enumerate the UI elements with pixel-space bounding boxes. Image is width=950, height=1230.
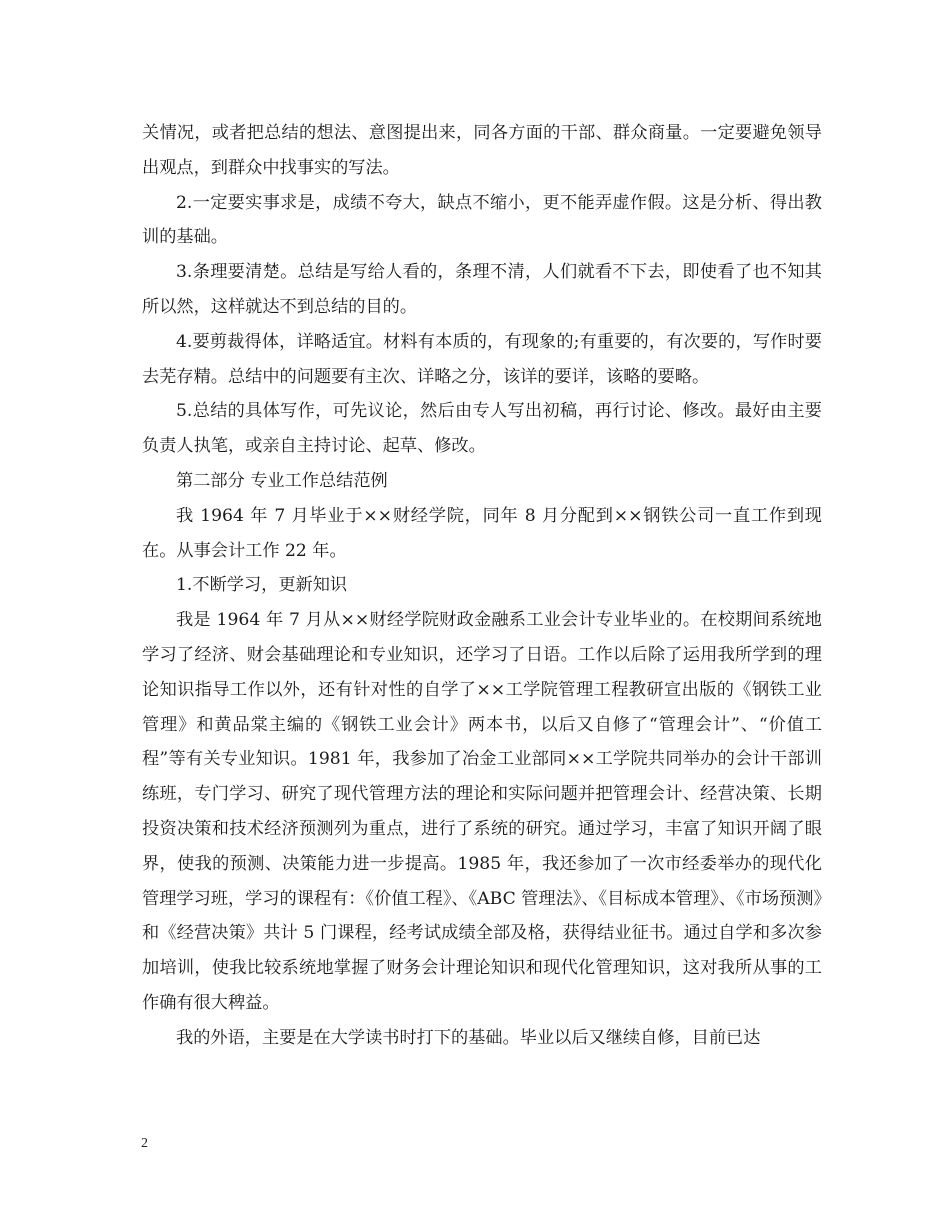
paragraph: 2.一定要实事求是，成绩不夸大，缺点不缩小，更不能弄虚作假。这是分析、得出教训的基础。 [142,192,822,248]
page-number: 2 [141,1136,148,1151]
paragraph: 第二部分 专业工作总结范例 [176,470,388,491]
paragraph: 1.不断学习，更新知识 [176,575,348,596]
paragraph: 我是 1964 年 7 月从××财经学院财政金融系工业会计专业毕业的。在校期间系统地学习了经济、财会基础理论和专业知识，还学习了日语。工作以后除了运用我所学到的理论知识指导工作以外，还有针对性的自学了××工学院管理工程教研宣出版的《钢铁工业管理》和黄品棠主编的《钢铁工业会计》两本书，以后又自修了“管理会计”、“价值工程”等有关专业知识。1981 年，我参加了冶金工业部同××工学院共同举办的会计干部训练班，专门学习、研究了现代管理方法的理论和实际问题并把管理会计、经营决策、长期投资决策和技术经济预测列为重点，进行了系统的研究。通过学习，丰富了知识开阔了眼界，使我的预测、决策能力进一步提高。1985 年，我还参加了一次市经委举办的现代化管理学习班，学习的课程有：《价值工程》、《ABC 管理法》、《目标成本管理》、《市场预测》和《经营决策》共计 5 门课程，经考试成绩全部及格，获得结业征书。通过自学和多次参加培训，使我比较系统地掌握了财务会计理论知识和现代化管理知识，这对我所从事的工作确有很大稗益。 [142,610,822,1013]
paragraph: 5.总结的具体写作，可先议论，然后由专人写出初稿，再行讨论、修改。最好由主要负责人执笔，或亲自主持讨论、起草、修改。 [142,401,822,457]
paragraph: 3.条理要清楚。总结是写给人看的，条理不清，人们就看不下去，即使看了也不知其所以然，这样就达不到总结的目的。 [142,262,822,317]
paragraph: 我 1964 年 7 月毕业于××财经学院，同年 8 月分配到××钢铁公司一直工作到现在。从事会计工作 22 年。 [142,505,822,561]
document-body [142,116,822,1056]
paragraph: 4.要剪裁得体，详略适宜。材料有本质的，有现象的;有重要的，有次要的，写作时要去芜存精。总结中的问题要有主次、详略之分，该详的要详，该略的要略。 [142,331,822,387]
paragraph: 我的外语，主要是在大学读书时打下的基础。毕业以后又继续自修，目前已达 [176,1027,761,1048]
paragraph: 关情况，或者把总结的想法、意图提出来，同各方面的干部、群众商量。一定要避免领导出观点，到群众中找事实的写法。 [142,123,822,178]
